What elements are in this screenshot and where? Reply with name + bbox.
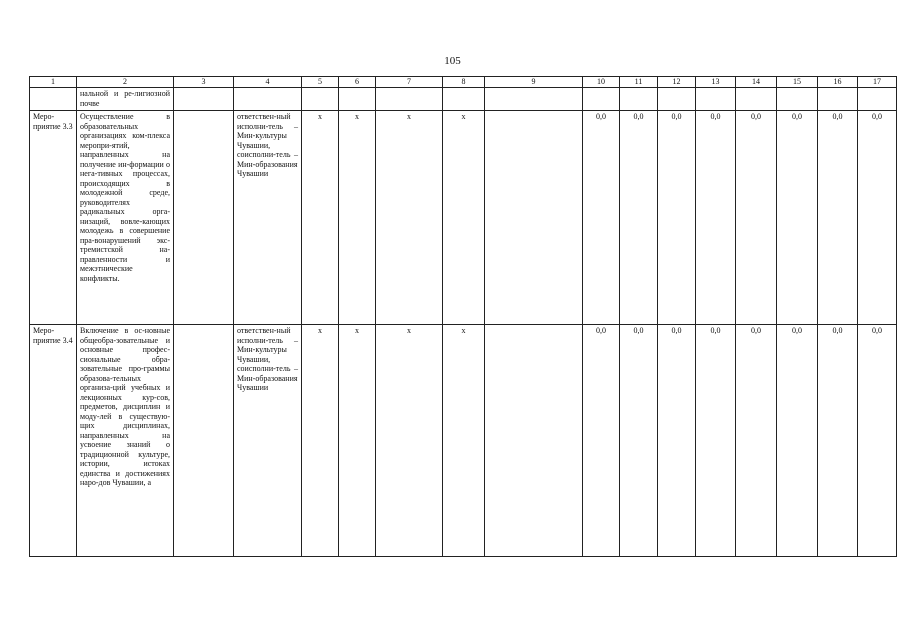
header-cell: 14 <box>736 77 777 88</box>
value-cell: 0,0 <box>583 111 620 325</box>
value-cell: 0,0 <box>736 111 777 325</box>
continuation-row <box>30 88 897 111</box>
header-cell: 3 <box>174 77 234 88</box>
value-cell: 0,0 <box>736 325 777 557</box>
header-cell: 15 <box>777 77 818 88</box>
page-number: 105 <box>444 55 461 67</box>
header-cell: 13 <box>696 77 736 88</box>
header-cell: 5 <box>302 77 339 88</box>
value-cell: 0,0 <box>818 325 858 557</box>
value-cell: 0,0 <box>696 111 736 325</box>
value-cell: 0,0 <box>858 111 897 325</box>
event-description: Осуществление в образовательных организациях ком-плекса меропри-ятий, направленных на получение ин-формации о нега-тивных процессах, происходящих в молодежной среде, руководителях радикальных орга-низаций, вовле-кающих молодежь в совершение пра-вонарушений экс-тремистской на-правленности и межэтнические конфликты. <box>77 111 174 325</box>
header-cell: 7 <box>376 77 443 88</box>
header-cell: 16 <box>818 77 858 88</box>
value-cell: 0,0 <box>858 325 897 557</box>
header-cell: 2 <box>77 77 174 88</box>
table-row: Меро-приятие 3.3 Осуществление в образовательных организациях ком-плекса меропри-ятий, направленных на получение ин-формации о нега-тивных процессах, происходящих в молодежной среде, руководителях радикальных орга-низаций, вовле-кающих молодежь в совершение пра-вонарушений экс-тремистской на-правленности и межэтнические конфликты. ответствен-ный исполни-тель – Мин-культуры Чувашии, соисполни-тель – Мин-образования Чувашии x x x x 0,0 0,0 0,0 0,0 0,0 0,0 0,0 0,0 <box>30 111 897 325</box>
header-cell: 12 <box>658 77 696 88</box>
value-cell: 0,0 <box>583 325 620 557</box>
value-cell: 0,0 <box>818 111 858 325</box>
value-cell: 0,0 <box>777 325 818 557</box>
header-cell: 10 <box>583 77 620 88</box>
program-table <box>29 76 897 557</box>
header-cell: 8 <box>443 77 485 88</box>
event-description: Включение в ос-новные общеобра-зовательные и основные профес-сиональные обра-зовательные про-граммы образова-тельных организа-ций учебных и лекционных кур-сов, предметов, дисциплин и моду-лей в существую-щих дисциплинах, направленных на усвоение знаний о традиционной культуре, истории, истоках единства и достижениях наро-дов Чувашии, а <box>77 325 174 557</box>
header-cell: 11 <box>620 77 658 88</box>
value-cell: 0,0 <box>658 111 696 325</box>
value-cell: 0,0 <box>658 325 696 557</box>
value-cell: 0,0 <box>777 111 818 325</box>
event-id: Меро-приятие 3.3 <box>30 111 77 325</box>
header-cell: 4 <box>234 77 302 88</box>
value-cell: 0,0 <box>696 325 736 557</box>
header-cell: 9 <box>485 77 583 88</box>
value-cell: 0,0 <box>620 325 658 557</box>
header-cell: 6 <box>339 77 376 88</box>
event-id: Меро-приятие 3.4 <box>30 325 77 557</box>
header-cell: 1 <box>30 77 77 88</box>
value-cell: 0,0 <box>620 111 658 325</box>
continuation-text: нальной и ре-лигиозной почве <box>77 88 174 111</box>
table-row: Меро-приятие 3.4 Включение в ос-новные общеобра-зовательные и основные профес-сиональные обра-зовательные про-граммы образова-тельных организа-ций учебных и лекционных кур-сов, предметов, дисциплин и моду-лей в существую-щих дисциплинах, направленных на усвоение знаний о традиционной культуре, истории, истоках единства и достижениях наро-дов Чувашии, а ответствен-ный исполни-тель – Мин-культуры Чувашии, соисполни-тель – Мин-образования Чувашии x x x x 0,0 0,0 0,0 0,0 0,0 0,0 0,0 0,0 <box>30 325 897 557</box>
responsible-executor: ответствен-ный исполни-тель – Мин-культуры Чувашии, соисполни-тель – Мин-образования Чувашии <box>234 325 302 557</box>
header-cell: 17 <box>858 77 897 88</box>
header-row <box>30 77 897 88</box>
responsible-executor: ответствен-ный исполни-тель – Мин-культуры Чувашии, соисполни-тель – Мин-образования Чувашии <box>234 111 302 325</box>
